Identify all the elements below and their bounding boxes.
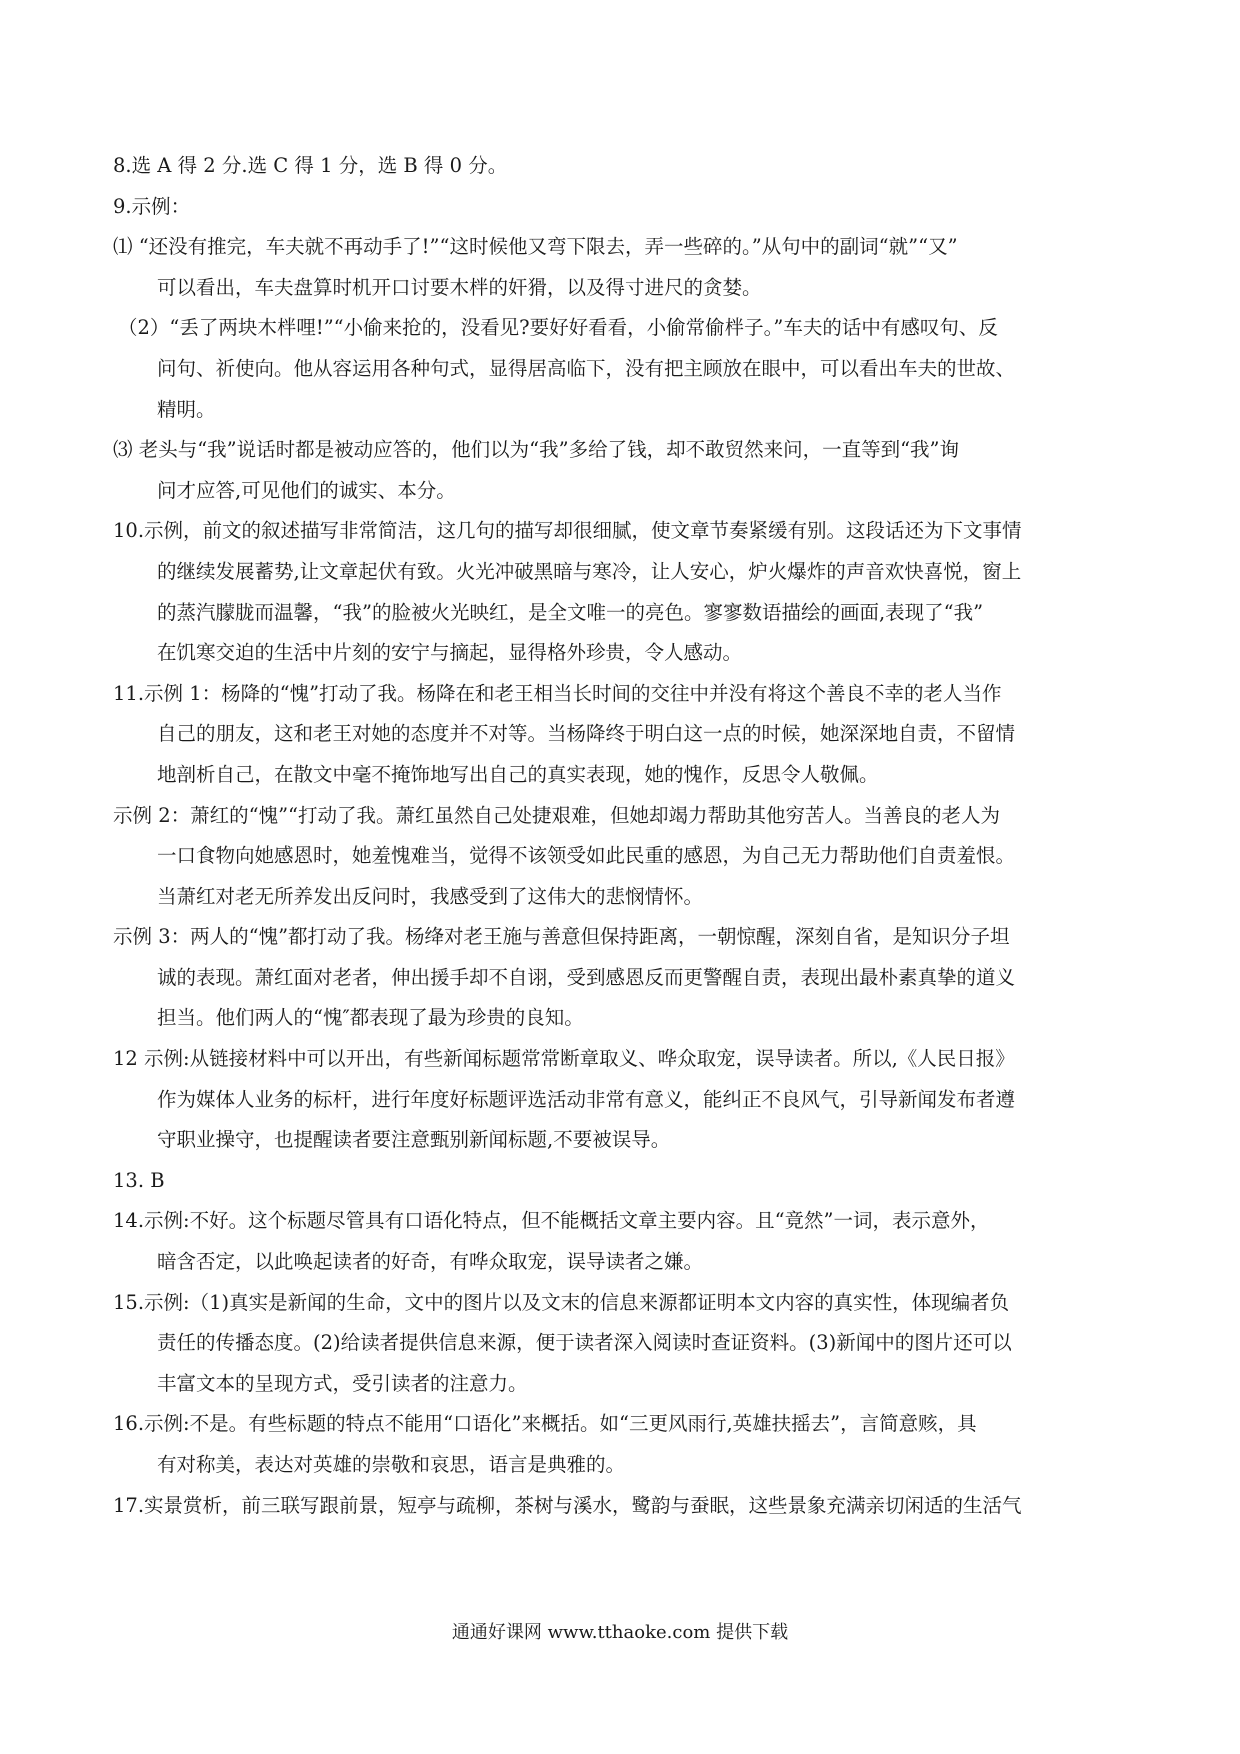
page-footer: 通通好课网 www.tthaoke.com 提供下载 [451,1622,789,1643]
answer-13-line: 13. B [113,1168,165,1192]
answer-15-line: 15.示例:（1)真实是新闻的生命，文中的图片以及文末的信息来源都证明本文内容的真实性，体现编者负 [113,1290,1010,1314]
answer-15-line: 责任的传播态度。(2)给读者提供信息来源，便于读者深入阅读时查证资料。(3)新闻中的图片还可以 [157,1331,1012,1355]
answer-9-part3-line: ⑶ 老头与“我”说话时都是被动应答的，他们以为“我”多给了钱，却不敢贸然来问，一直等到“我”询 [113,438,960,462]
answer-11-example3-line: 诚的表现。萧红面对老者，伸出援手却不自诩，受到感恩反而更警醒自责，表现出最朴素真挚的道义 [157,965,1016,989]
answer-9-heading: 9.示例： [113,194,191,218]
answer-text [113,146,1133,1526]
answer-11-example3-line: 担当。他们两人的“愧″都表现了最为珍贵的良知。 [157,1006,584,1030]
answer-10-line: 的蒸汽朦胧而温馨，“我”的脸被火光映红，是全文唯一的亮色。寥寥数语描绘的画面,表现了“我” [157,600,984,624]
answer-16-line: 有对称美，表达对英雄的崇敬和哀思，语言是典雅的。 [157,1453,626,1476]
answer-11-example2-line: 一口食物向她感恩时，她羞愧难当，觉得不该领受如此民重的感恩，为自己无力帮助他们自责羞恨。 [157,844,1016,868]
answer-16-line: 16.示例:不是。有些标题的特点不能用“口语化”来概括。如“三更风雨行,英雄扶摇去”，言简意赅，具 [113,1412,977,1436]
answer-11-example2-line: 当萧红对老无所养发出反问时，我感受到了这伟大的悲悯情怀。 [157,884,704,908]
answer-9-part1-line: 可以看出，车夫盘算时机开口讨要木柈的奸猾，以及得寸进尺的贪婪。 [157,275,762,299]
answer-11-example2-line: 示例 2：萧红的“愧”“打动了我。萧红虽然自己处捷艰难，但她却竭力帮助其他穷苦人。当善良的老人为 [113,803,1001,827]
answer-14-line: 14.示例:不好。这个标题尽管具有口语化特点，但不能概括文章主要内容。且“竟然”一词，表示意外， [113,1209,990,1233]
answer-9-part2-line: 问句、祈使向。他从容运用各种句式，显得居高临下，没有把主顾放在眼中，可以看出车夫的世故、 [157,356,1016,380]
answer-12-line: 守职业操守，也提醒读者要注意甄别新闻标题,不要被误导。 [157,1128,671,1152]
answer-12-line: 12 示例:从链接材料中可以开出，有些新闻标题常常断章取义、哗众取宠，误导读者。所以,《人民日报》 [113,1047,1015,1071]
answer-14-line: 暗含否定，以此唤起读者的好奇，有哗众取宠，误导读者之嫌。 [157,1250,704,1274]
answer-11-example1-line: 11.示例 1：杨降的“愧”打动了我。杨降在和老王相当长时间的交往中并没有将这个善良不幸的老人当作 [113,681,1002,705]
answer-9-part2-line: 精明。 [157,397,216,421]
answer-10-line: 10.示例，前文的叙述描写非常简洁，这几句的描写却很细腻，使文章节奏紧缓有别。这段话还为下文事情 [113,519,1022,543]
answer-10-line: 在饥寒交迫的生活中片刻的安宁与摘起，显得格外珍贵，令人感动。 [157,641,743,665]
answer-9-part1-line: ⑴ “还没有推完，车夫就不再动手了!”“这时候他又弯下限去，弄一些碎的。”从句中的副词“就”“又” [113,235,958,259]
answer-9-part3-line: 问才应答,可见他们的诚实、本分。 [157,478,456,502]
answer-15-line: 丰富文本的呈现方式，受引读者的注意力。 [157,1371,528,1395]
answer-10-line: 的继续发展蓄势,让文章起伏有致。火光冲破黑暗与寒冷，让人安心，炉火爆炸的声音欢快喜悦，窗上 [157,559,1022,583]
answer-11-example3-line: 示例 3：两人的“愧”都打动了我。杨绛对老王施与善意但保持距离，一朝惊醒，深刻自省，是知识分子坦 [113,925,1010,949]
answer-12-line: 作为媒体人业务的标杆，进行年度好标题评选活动非常有意义，能纠正不良风气，引导新闻发布者遵 [157,1087,1016,1111]
answer-8-line: 8.选 A 得 2 分.选 C 得 1 分，选 B 得 0 分。 [113,154,508,177]
answer-17-line: 17.实景赏析，前三联写跟前景，短亭与疏柳，茶树与溪水，鹭韵与蚕眠，这些景象充满亲切闲适的生活气 [113,1493,1022,1517]
answer-11-example1-line: 自己的朋友，这和老王对她的态度并不对等。当杨降终于明白这一点的时候，她深深地自责，不留情 [157,722,1016,746]
answer-9-part2-line: （2）“丢了两块木柈哩!”“小偷来抢的，没看见?要好好看看，小偷常偷柈子。”车夫的话中有感叹句、反 [118,316,998,340]
answer-11-example1-line: 地剖析自己，在散文中毫不掩饰地写出自己的真实表现，她的愧作，反思令人敬佩。 [157,762,879,786]
